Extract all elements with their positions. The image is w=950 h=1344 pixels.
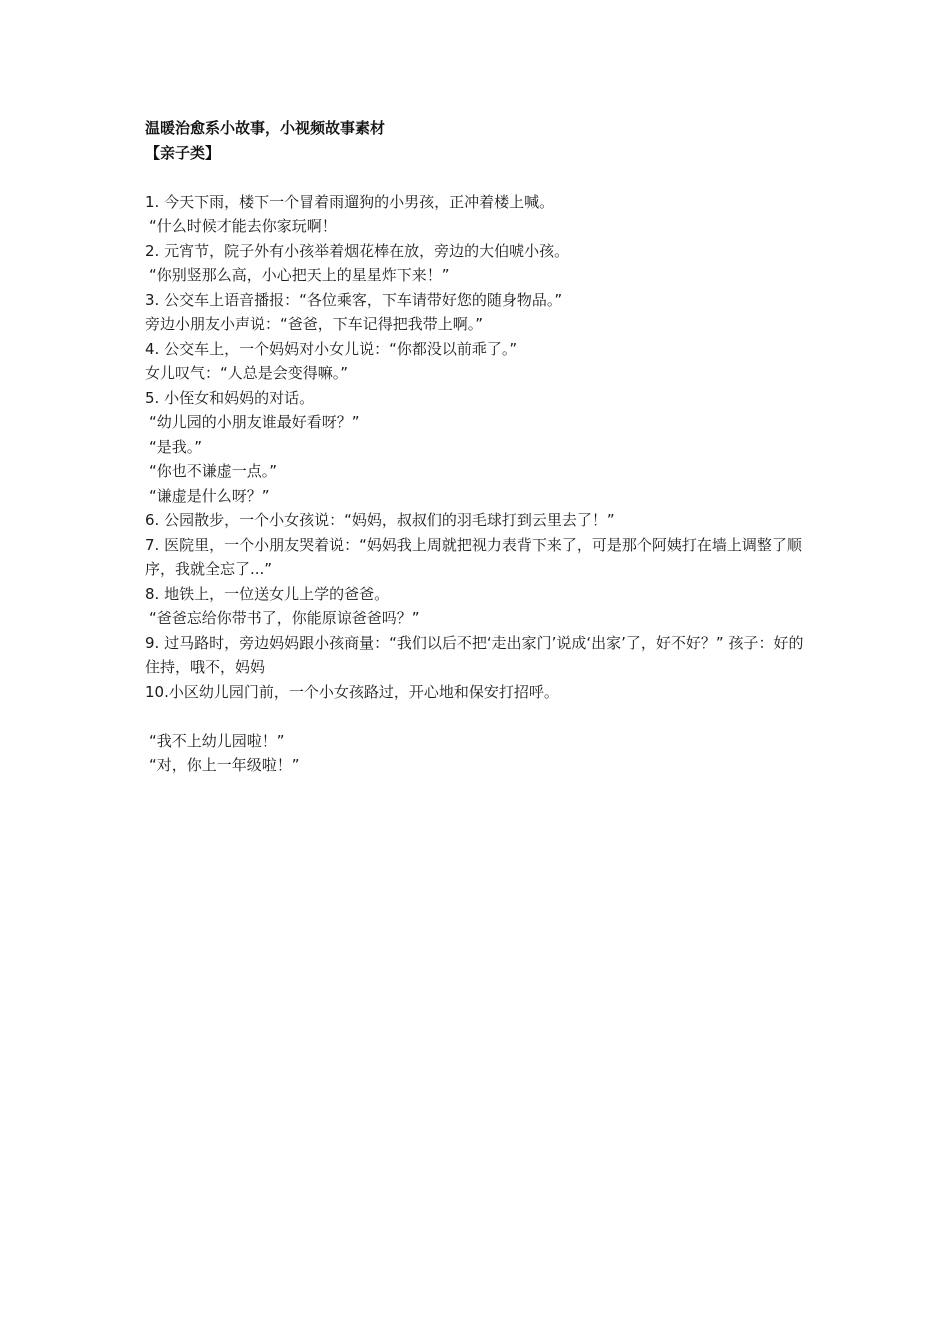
story-line: 7. 医院里，一个小朋友哭着说：“妈妈我上周就把视力表背下来了，可是那个阿姨打在墙上调整了顺序，我就全忘了...” <box>145 535 802 578</box>
closing-line: “对，你上一年级啦！” <box>149 756 300 774</box>
category-heading: 【亲子类】 <box>145 143 221 162</box>
story-line: 女儿叹气：“人总是会变得嘛。” <box>145 364 349 382</box>
story-line: 6. 公园散步，一个小女孩说：“妈妈，叔叔们的羽毛球打到云里去了！” <box>145 511 615 529</box>
story-line: 10.小区幼儿园门前，一个小女孩路过，开心地和保安打招呼。 <box>145 682 559 701</box>
story-line: “谦虚是什么呀？” <box>149 486 270 505</box>
story-line: “爸爸忘给你带书了，你能原谅爸爸吗？” <box>149 609 420 627</box>
closing-line: “我不上幼儿园啦！” <box>149 731 285 750</box>
document-title: 温暖治愈系小故事，小视频故事素材 <box>145 119 386 137</box>
document-page <box>145 116 815 778</box>
story-line: “你别竖那么高，小心把天上的星星炸下来！” <box>149 266 450 284</box>
story-line: 5. 小侄女和妈妈的对话。 <box>145 388 315 407</box>
story-line: “你也不谦虚一点。” <box>149 462 278 480</box>
story-line: “幼儿园的小朋友谁最好看呀？” <box>149 413 360 431</box>
story-line: 8. 地铁上，一位送女儿上学的爸爸。 <box>145 584 390 603</box>
story-line: 1. 今天下雨，楼下一个冒着雨遛狗的小男孩，正冲着楼上喊。 <box>145 192 555 211</box>
story-line: 2. 元宵节，院子外有小孩举着烟花棒在放，旁边的大伯唬小孩。 <box>145 241 570 260</box>
story-line: 4. 公交车上，一个妈妈对小女儿说：“你都没以前乖了。” <box>145 339 518 358</box>
story-line: 9. 过马路时，旁边妈妈跟小孩商量：“我们以后不把‘走出家门’说成‘出家’了，好不好？” 孩子：好的住持，哦不，妈妈 <box>145 633 804 676</box>
blank-line <box>145 704 815 729</box>
story-line: 3. 公交车上语音播报：“各位乘客，下车请带好您的随身物品。” <box>145 290 563 309</box>
story-line: “什么时候才能去你家玩啊！ <box>149 217 337 235</box>
story-line: “是我。” <box>149 437 203 456</box>
story-line: 旁边小朋友小声说：“爸爸，下车记得把我带上啊。” <box>145 315 484 333</box>
blank-line <box>145 165 815 190</box>
